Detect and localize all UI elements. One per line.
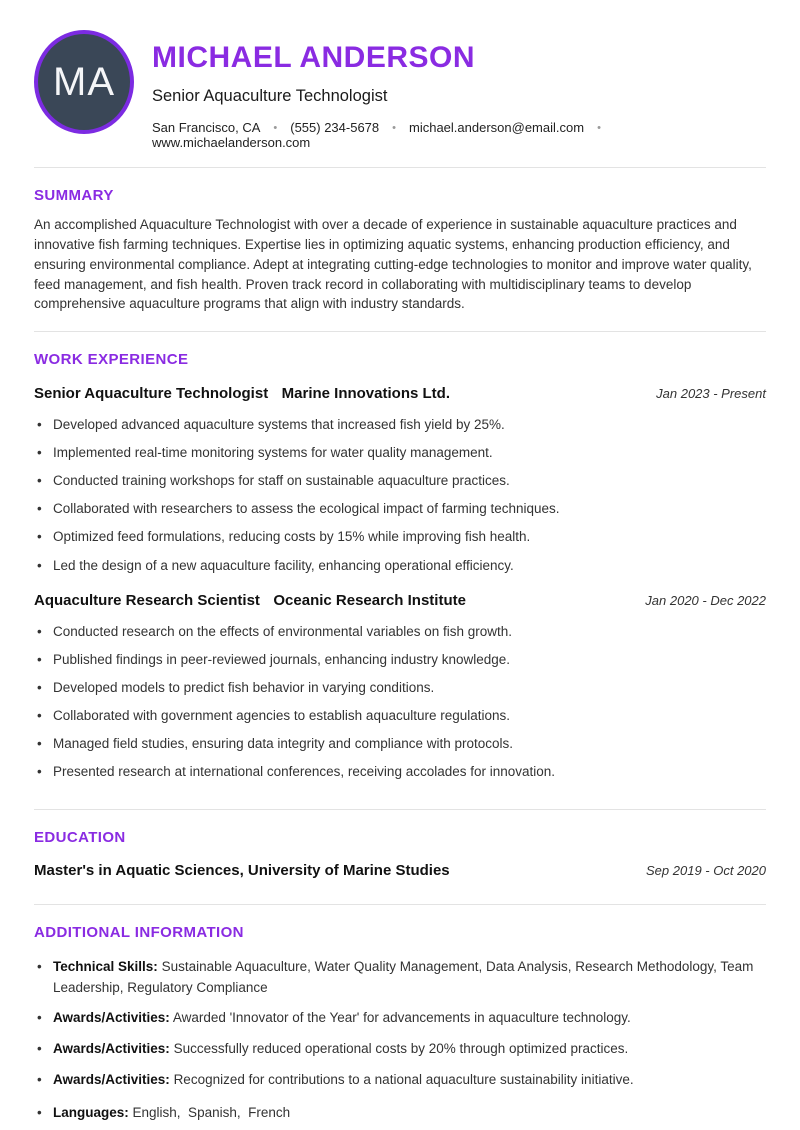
header-text — [152, 30, 766, 150]
education-degree: Master's in Aquatic Sciences, University of Marine Studies — [34, 862, 450, 880]
dot-separator-icon: • — [392, 121, 396, 134]
job-entry — [34, 592, 766, 782]
summary-text: An accomplished Aquaculture Technologist with over a decade of experience in sustainable aquaculture practices and innovative fish farming techniques. Expertise lies in optimizing aquatic systems, enhancing production efficiency, and ensuring environmental compliance. Adept at integrating cutting-edge technologies to monitor and improve water quality, feed management, and fish health. Proven track record in collaborating with multidisciplinary teams to develop comprehensive aquaculture programs that align with industry standards. — [34, 217, 752, 312]
additional-item-languages — [34, 1103, 766, 1123]
person-name: MICHAEL ANDERSON — [152, 41, 476, 74]
job-company: Oceanic Research Institute — [273, 592, 466, 610]
person-job-title: Senior Aquaculture Technologist — [152, 87, 388, 105]
additional-item — [34, 1070, 766, 1090]
additional-item-text: Successfully reduced operational costs by 20% through optimized practices. — [173, 1041, 629, 1057]
contact-row — [152, 120, 766, 150]
additional-item-text: Awarded 'Innovator of the Year' for advancements in aquaculture technology. — [172, 1010, 631, 1026]
job-entry — [34, 385, 766, 575]
additional-information-section — [34, 905, 766, 1123]
additional-item-text: Sustainable Aquaculture, Water Quality Management, Data Analysis, Research Methodology, Team Leadership, Regulatory Compliance — [53, 959, 758, 995]
job-title-row — [34, 385, 450, 403]
additional-item-label: Awards/Activities: — [53, 1010, 170, 1026]
avatar-initials: MA — [53, 59, 115, 104]
summary-section — [34, 168, 766, 314]
additional-item-label: Languages: — [53, 1105, 129, 1121]
contact-website: www.michaelanderson.com — [152, 135, 311, 150]
work-experience-section — [34, 332, 766, 809]
job-bullet: • Collaborated with researchers to assess the ecological impact of farming techniques. — [34, 499, 766, 519]
job-company: Marine Innovations Ltd. — [281, 385, 450, 403]
job-bullet: • Managed field studies, ensuring data integrity and compliance with protocols. — [34, 734, 766, 754]
job-bullet: • Implemented real-time monitoring systems for water quality management. — [34, 443, 766, 463]
job-header — [34, 592, 766, 610]
contact-location: San Francisco, CA — [152, 120, 261, 135]
job-bullet: • Collaborated with government agencies to establish aquaculture regulations. — [34, 706, 766, 726]
education-heading: EDUCATION — [34, 829, 126, 847]
work-experience-heading: WORK EXPERIENCE — [34, 351, 189, 369]
job-bullet-list — [34, 415, 766, 575]
additional-item-label: Awards/Activities: — [53, 1041, 170, 1057]
summary-heading: SUMMARY — [34, 187, 114, 204]
resume-header — [34, 0, 766, 150]
contact-email: michael.anderson@email.com — [409, 120, 585, 135]
job-title: Senior Aquaculture Technologist — [34, 385, 269, 403]
additional-item-text: Recognized for contributions to a national aquaculture sustainability initiative. — [173, 1071, 634, 1087]
dot-separator-icon: • — [597, 121, 601, 134]
education-dates: Sep 2019 - Oct 2020 — [646, 863, 766, 879]
job-bullet-list — [34, 622, 766, 782]
job-bullet: • Presented research at international conferences, receiving accolades for innovation. — [34, 762, 766, 782]
job-header — [34, 385, 766, 403]
job-bullet: • Published findings in peer-reviewed journals, enhancing industry knowledge. — [34, 650, 766, 670]
job-title-row — [34, 592, 466, 610]
education-section — [34, 810, 766, 904]
additional-item — [34, 1039, 766, 1059]
additional-item-label: Technical Skills: — [53, 959, 158, 975]
job-bullet: • Conducted training workshops for staff on sustainable aquaculture practices. — [34, 471, 766, 491]
job-bullet: • Optimized feed formulations, reducing costs by 15% while improving fish health. — [34, 527, 766, 547]
dot-separator-icon: • — [273, 121, 278, 134]
education-entry — [34, 862, 766, 904]
job-title: Aquaculture Research Scientist — [34, 592, 260, 610]
job-bullet: • Led the design of a new aquaculture facility, enhancing operational efficiency. — [34, 556, 766, 576]
additional-item — [34, 1008, 766, 1028]
additional-list — [34, 957, 766, 1123]
additional-item-text: English, Spanish, French — [132, 1105, 291, 1121]
additional-item — [34, 957, 766, 998]
job-bullet: • Developed advanced aquaculture systems that increased fish yield by 25%. — [34, 415, 766, 435]
additional-item-label: Awards/Activities: — [53, 1071, 170, 1087]
job-dates: Jan 2023 - Present — [656, 386, 766, 402]
job-bullet: • Developed models to predict fish behavior in varying conditions. — [34, 678, 766, 698]
contact-phone: (555) 234-5678 — [290, 120, 380, 135]
job-dates: Jan 2020 - Dec 2022 — [645, 593, 766, 609]
job-bullet: • Conducted research on the effects of environmental variables on fish growth. — [34, 622, 766, 642]
avatar — [34, 30, 134, 134]
additional-information-heading: ADDITIONAL INFORMATION — [34, 924, 244, 942]
